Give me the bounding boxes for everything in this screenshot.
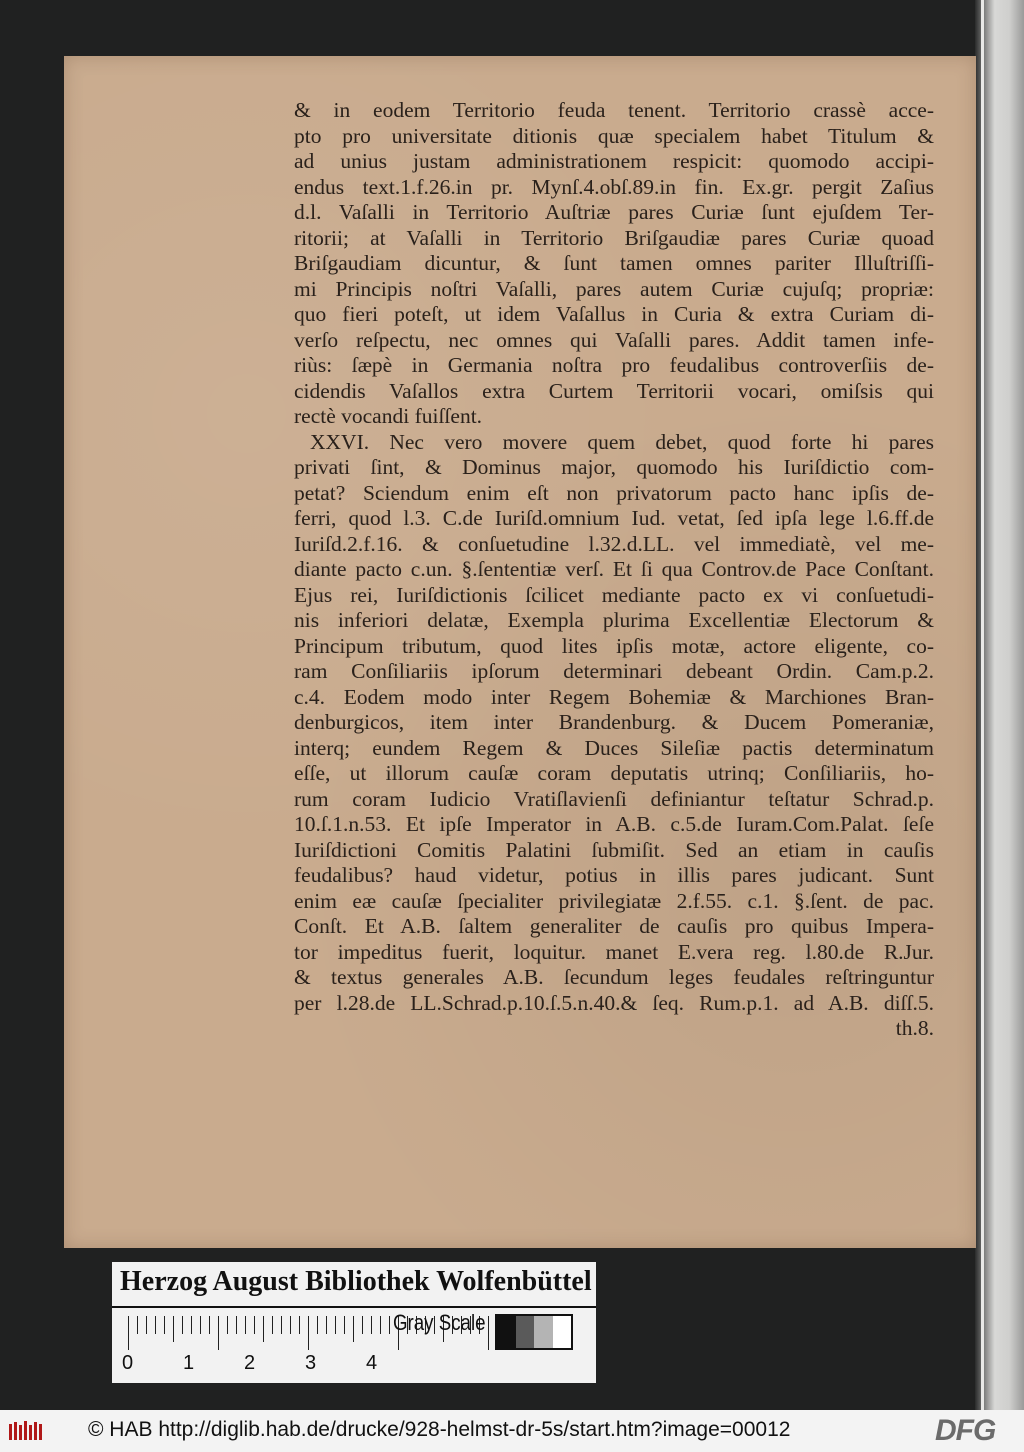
hab-logo-icon [8,1420,46,1442]
text-line: Ejus rei, Iuriſdictionis ſcilicet mediante pacto ex vi conſuetudi- [294,582,934,607]
ruler-tick [326,1316,327,1334]
text-line: interq; eundem Regem & Duces Sileſiæ pactis determinatum [294,735,934,760]
ruler-tick [335,1316,336,1334]
text-line: riùs: ſæpè in Germania noſtra pro feudalibus controverſiis de- [294,353,934,377]
text-line: tor impeditus fuerit, loquitur. manet E.vera reg. l.80.de R.Jur. [294,939,934,964]
gray-swatch [516,1316,535,1348]
ruler-tick [182,1316,183,1334]
text-line: Principum tributum, quod lites ipſis motæ, actore eligente, co- [294,633,934,658]
ruler-tick [362,1316,363,1334]
text-line: XXVI. Nec vero movere quem debet, quod forte hi pares [310,429,934,454]
text-line: Conſt. Et A.B. ſaltem generaliter de cauſis pro quibus Impera- [294,914,934,938]
text-line: Iuriſd.2.f.16. & conſuetudine l.32.d.LL. vel immediatè, vel me- [294,531,934,556]
ruler-tick [227,1316,228,1334]
text-line: Iuriſdictioni Comitis Palatini ſubmiſit. Sed an etiam in cauſis [294,837,934,862]
text-line: ritorii; at Vaſalli in Territorio Briſgaudiæ pares Curiæ quoad [294,225,934,250]
text-line: ram Conſiliariis ipſorum determinari debeant Ordin. Cam.p.2. [294,659,934,683]
ruler-number: 2 [244,1352,256,1374]
ruler-tick [137,1316,138,1334]
text-line: rectè vocandi fuiſſent. [294,404,483,428]
ruler-tick [191,1316,192,1334]
ruler-tick [155,1316,156,1334]
ruler-tick [263,1316,264,1342]
footer-bar [0,1410,1024,1452]
copyright-link[interactable]: © HAB http://diglib.hab.de/drucke/928-helmst-dr-5s/start.htm?image=00012 [88,1418,791,1441]
text-line: eſſe, ut illorum cauſæ coram deputatis utrinq; Conſiliariis, ho- [294,761,934,785]
page-text [294,98,934,1042]
text-line: & in eodem Territorio feuda tenent. Territorio crassè acce- [294,98,934,122]
ruler-tick [290,1316,291,1334]
ruler-number: 3 [305,1352,317,1374]
text-line: quo fieri poteſt, ut idem Vaſallus in Curia & extra Curiam di- [294,302,934,326]
library-title: Herzog August Bibliothek Wolfenbüttel [120,1266,592,1297]
library-color-card [112,1262,596,1383]
text-line: cidendis Vaſallos extra Curtem Territorii vocari, omiſsis qui [294,378,934,403]
ruler-tick [173,1316,174,1342]
gray-swatch [534,1316,553,1348]
text-line: rum coram Iudicio Vratiſlavienſi definiantur teſtatur Schrad.p. [294,786,934,811]
text-line: denburgicos, item inter Brandenburg. & Ducem Pomeraniæ, [294,710,934,734]
text-line: & textus generales A.B. ſecundum leges feudales reſtringuntur [294,965,934,989]
text-line: th.8. [895,1016,934,1040]
text-line: ad unius justam administrationem respicit: quomodo accipi- [294,149,934,173]
ruler-tick [371,1316,372,1334]
text-line: privati ſint, & Dominus major, quomodo his Iuriſdictio com- [294,455,934,479]
ruler-tick [164,1316,165,1334]
ruler-tick [380,1316,381,1334]
ruler-tick [344,1316,345,1334]
ruler-tick [353,1316,354,1342]
ruler-tick [299,1316,300,1334]
ruler-tick [128,1316,129,1350]
gray-scale-swatches [495,1314,573,1350]
text-line: petat? Sciendum enim eſt non privatorum pacto hanc ipſis de- [294,480,934,505]
text-line: per l.28.de LL.Schrad.p.10.ſ.5.n.40.& ſeq. Rum.p.1. ad A.B. diſſ.5. [294,990,934,1015]
text-line: mi Principis noſtri Vaſalli, pares autem Curiæ cujuſq; propriæ: [294,276,934,301]
text-line: verſo reſpectu, nec omnes qui Vaſalli pares. Addit tamen infe- [294,327,934,352]
ruler-tick [218,1316,219,1350]
text-line: feudalibus? haud videtur, potius in illis pares judicant. Sunt [294,863,934,887]
text-line: c.4. Eodem modo inter Regem Bohemiæ & Marchiones Bran- [294,684,934,709]
text-line: pto pro universitate ditionis quæ specialem habet Titulum & [294,123,934,148]
ruler-tick [308,1316,309,1350]
ruler-number: 0 [122,1352,134,1374]
dfg-logo: DFG [935,1414,996,1447]
ruler-tick [281,1316,282,1334]
ruler-tick [317,1316,318,1334]
text-line: nis inferiori delatæ, Exempla plurima Excellentiæ Electorum & [294,608,934,632]
ruler-tick [389,1316,390,1334]
ruler-number: 4 [366,1352,378,1374]
ruler-tick [488,1316,489,1350]
card-divider [112,1306,596,1308]
text-line: endus text.1.f.26.in pr. Mynſ.4.obſ.89.in fin. Ex.gr. pergit Zaſius [294,174,934,199]
ruler-tick [146,1316,147,1334]
text-line: diante pacto c.un. §.ſententiæ verſ. Et ſi qua Controv.de Pace Conſtant. [294,557,934,581]
text-line: 10.ſ.1.n.53. Et ipſe Imperator in A.B. c.5.de Iuram.Com.Palat. ſeſe [294,812,934,836]
ruler-tick [200,1316,201,1334]
book-edge [975,0,1024,1410]
gray-swatch [553,1316,572,1348]
gray-scale-label: Gray Scale [393,1310,486,1335]
gray-swatch [497,1316,516,1348]
ruler-tick [236,1316,237,1334]
text-line: d.l. Vaſalli in Territorio Auſtriæ pares Curiæ ſunt ejuſdem Ter- [294,200,934,224]
ruler-number: 1 [183,1352,195,1374]
ruler-tick [245,1316,246,1334]
ruler-tick [209,1316,210,1334]
text-line: Briſgaudiam dicuntur, & ſunt tamen omnes pariter Illuſtriſſi- [294,251,934,275]
ruler-tick [272,1316,273,1334]
ruler-tick [254,1316,255,1334]
text-line: enim eæ cauſæ ſpecialiter privilegiatæ 2.f.55. c.1. §.ſent. de pac. [294,888,934,913]
text-line: ferri, quod l.3. C.de Iuriſd.omnium Iud. vetat, ſed ipſa lege l.6.ff.de [294,506,934,530]
